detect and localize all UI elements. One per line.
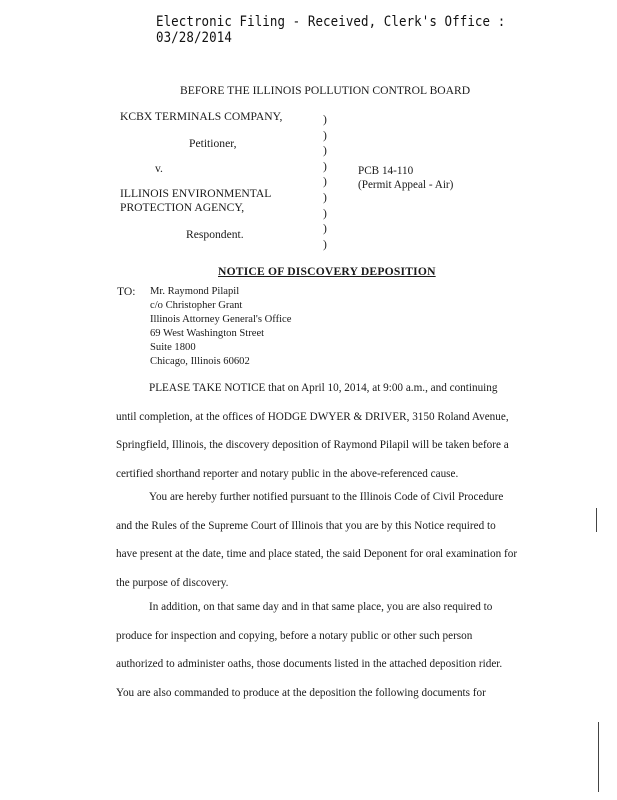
respondent-name-line1: ILLINOIS ENVIRONMENTAL	[120, 187, 272, 200]
paragraph-line: until completion, at the offices of HODGE DWYER & DRIVER, 3150 Roland Avenue,	[116, 410, 509, 423]
filing-stamp: Electronic Filing - Received, Clerk's Office : 03/28/2014	[156, 14, 506, 46]
caption-bracket: )	[323, 237, 327, 251]
paragraph-line: You are also commanded to produce at the deposition the following documents for	[116, 686, 486, 699]
caption-bracket: )	[323, 128, 327, 142]
caption-bracket: )	[323, 159, 327, 173]
paragraph-production	[116, 593, 509, 707]
recipient-address	[150, 285, 291, 369]
paragraph-line: and the Rules of the Supreme Court of Illinois that you are by this Notice required to	[116, 519, 496, 532]
scan-mark	[596, 508, 597, 532]
paragraph-line: Springfield, Illinois, the discovery deposition of Raymond Pilapil will be taken before a	[116, 439, 509, 451]
petitioner-name: KCBX TERMINALS COMPANY,	[120, 110, 283, 123]
caption-bracket: )	[323, 113, 327, 126]
caption-bracket: )	[323, 206, 327, 220]
caption-bracket: )	[323, 222, 327, 236]
case-info	[358, 164, 453, 192]
address-line: c/o Christopher Grant	[150, 300, 243, 311]
case-number: PCB 14-110	[358, 165, 414, 177]
versus-label: v.	[155, 162, 163, 175]
address-line: 69 West Washington Street	[150, 328, 265, 339]
address-line: Chicago, Illinois 60602	[150, 356, 250, 367]
paragraph-further-notice	[116, 483, 518, 597]
paragraph-line: certified shorthand reporter and notary public in the above-referenced cause.	[116, 467, 459, 480]
paragraph-line: produce for inspection and copying, before a notary public or other such person	[116, 629, 473, 642]
respondent-role: Respondent.	[186, 228, 244, 241]
paragraph-line: authorized to administer oaths, those documents listed in the attached deposition rider.	[116, 658, 503, 670]
case-type: (Permit Appeal - Air)	[358, 179, 454, 191]
address-line: Suite 1800	[150, 342, 196, 353]
paragraph-notice	[116, 374, 509, 488]
paragraph-line: You are hereby further notified pursuant to the Illinois Code of Civil Procedure	[149, 491, 504, 503]
address-line: Illinois Attorney General's Office	[150, 314, 292, 325]
paragraph-line: In addition, on that same day and in that same place, you are also required to	[149, 601, 493, 613]
scan-mark	[598, 722, 599, 792]
paragraph-line: have present at the date, time and place stated, the said Deponent for oral examination for	[116, 548, 518, 560]
petitioner-role: Petitioner,	[189, 137, 237, 150]
caption-bracket: )	[323, 144, 327, 158]
caption-brackets	[323, 112, 327, 252]
paragraph-line: the purpose of discovery.	[116, 576, 229, 589]
caption-bracket: )	[323, 190, 327, 204]
to-label: TO:	[117, 285, 136, 298]
address-line: Mr. Raymond Pilapil	[150, 286, 240, 297]
board-heading: BEFORE THE ILLINOIS POLLUTION CONTROL BOARD	[180, 84, 471, 97]
caption-bracket: )	[323, 175, 327, 189]
notice-title: NOTICE OF DISCOVERY DEPOSITION	[218, 265, 436, 278]
paragraph-line: PLEASE TAKE NOTICE that on April 10, 2014, at 9:00 a.m., and continuing	[149, 382, 498, 394]
respondent-name-line2: PROTECTION AGENCY,	[120, 201, 245, 214]
